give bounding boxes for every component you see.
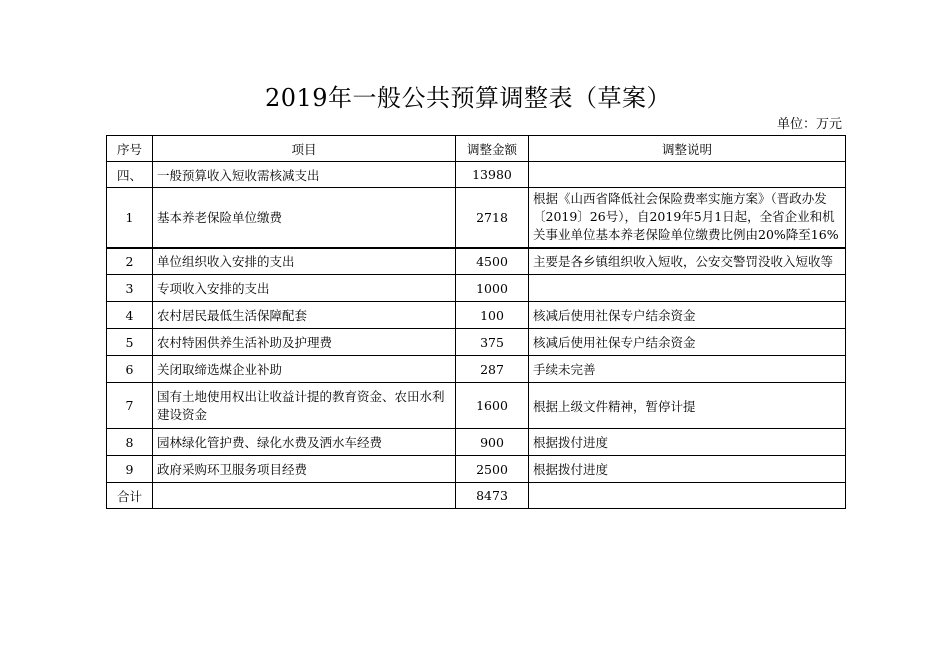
table-row xyxy=(107,275,846,302)
row-amount: 900 xyxy=(456,429,529,456)
table-row xyxy=(107,356,846,383)
total-row xyxy=(107,483,846,509)
row-amount: 375 xyxy=(456,329,529,356)
row-no: 四、 xyxy=(107,162,153,188)
row-note: 根据上级文件精神，暂停计提 xyxy=(529,383,846,429)
table-row xyxy=(107,302,846,329)
unit-label: 单位：万元 xyxy=(776,117,842,132)
row-note-cell xyxy=(529,188,846,248)
row-amount: 2500 xyxy=(456,456,529,483)
row-note: 核减后使用社保专户结余资金 xyxy=(529,329,846,356)
row-no: 3 xyxy=(107,275,153,302)
row-note: 根据拨付进度 xyxy=(529,456,846,483)
page-title: 2019年一般公共预算调整表（草案） xyxy=(264,84,672,112)
row-item: 专项收入安排的支出 xyxy=(153,275,456,302)
table-row xyxy=(107,383,846,429)
row-amount: 1000 xyxy=(456,275,529,302)
table-row xyxy=(107,456,846,483)
row-amount: 100 xyxy=(456,302,529,329)
row-item: 单位组织收入安排的支出 xyxy=(153,248,456,275)
row-item: 农村居民最低生活保障配套 xyxy=(153,302,456,329)
row-no: 4 xyxy=(107,302,153,329)
row-amount: 13980 xyxy=(456,162,529,188)
row-item: 园林绿化管护费、绿化水费及洒水车经费 xyxy=(153,429,456,456)
row-no: 6 xyxy=(107,356,153,383)
table-row xyxy=(107,429,846,456)
row-item: 基本养老保险单位缴费 xyxy=(153,188,456,248)
row-amount: 287 xyxy=(456,356,529,383)
total-item xyxy=(153,483,456,509)
row-note: 手续未完善 xyxy=(529,356,846,383)
row-note xyxy=(529,162,846,188)
row-amount: 1600 xyxy=(456,383,529,429)
table-row xyxy=(107,162,846,188)
header-note: 调整说明 xyxy=(529,136,846,162)
table-header-row xyxy=(107,136,846,162)
table-row xyxy=(107,188,846,248)
header-no: 序号 xyxy=(107,136,153,162)
header-amount: 调整金额 xyxy=(456,136,529,162)
row-note xyxy=(529,275,846,302)
row-no: 5 xyxy=(107,329,153,356)
row-note: 根据《山西省降低社会保险费率实施方案》（晋政办发〔2019〕26号），自2019年5月1日起，全省企业和机关事业单位基本养老保险单位缴费比例由20%降至16% xyxy=(533,191,839,243)
row-item: 农村特困供养生活补助及护理费 xyxy=(153,329,456,356)
total-label: 合计 xyxy=(107,483,153,509)
row-no: 9 xyxy=(107,456,153,483)
row-no: 7 xyxy=(107,383,153,429)
row-note: 核减后使用社保专户结余资金 xyxy=(529,302,846,329)
row-note: 主要是各乡镇组织收入短收，公安交警罚没收入短收等 xyxy=(529,248,846,275)
row-note: 根据拨付进度 xyxy=(529,429,846,456)
row-item: 政府采购环卫服务项目经费 xyxy=(153,456,456,483)
row-no: 2 xyxy=(107,248,153,275)
row-item: 一般预算收入短收需核减支出 xyxy=(153,162,456,188)
row-no: 8 xyxy=(107,429,153,456)
total-note xyxy=(529,483,846,509)
row-amount: 2718 xyxy=(456,188,529,248)
row-amount: 4500 xyxy=(456,248,529,275)
header-item: 项目 xyxy=(153,136,456,162)
row-item: 国有土地使用权出让收益计提的教育资金、农田水利建设资金 xyxy=(153,383,456,429)
table-row xyxy=(107,329,846,356)
row-no: 1 xyxy=(107,188,153,248)
budget-table xyxy=(106,135,846,509)
row-item: 关闭取缔选煤企业补助 xyxy=(153,356,456,383)
total-amount: 8473 xyxy=(456,483,529,509)
table-row xyxy=(107,248,846,275)
